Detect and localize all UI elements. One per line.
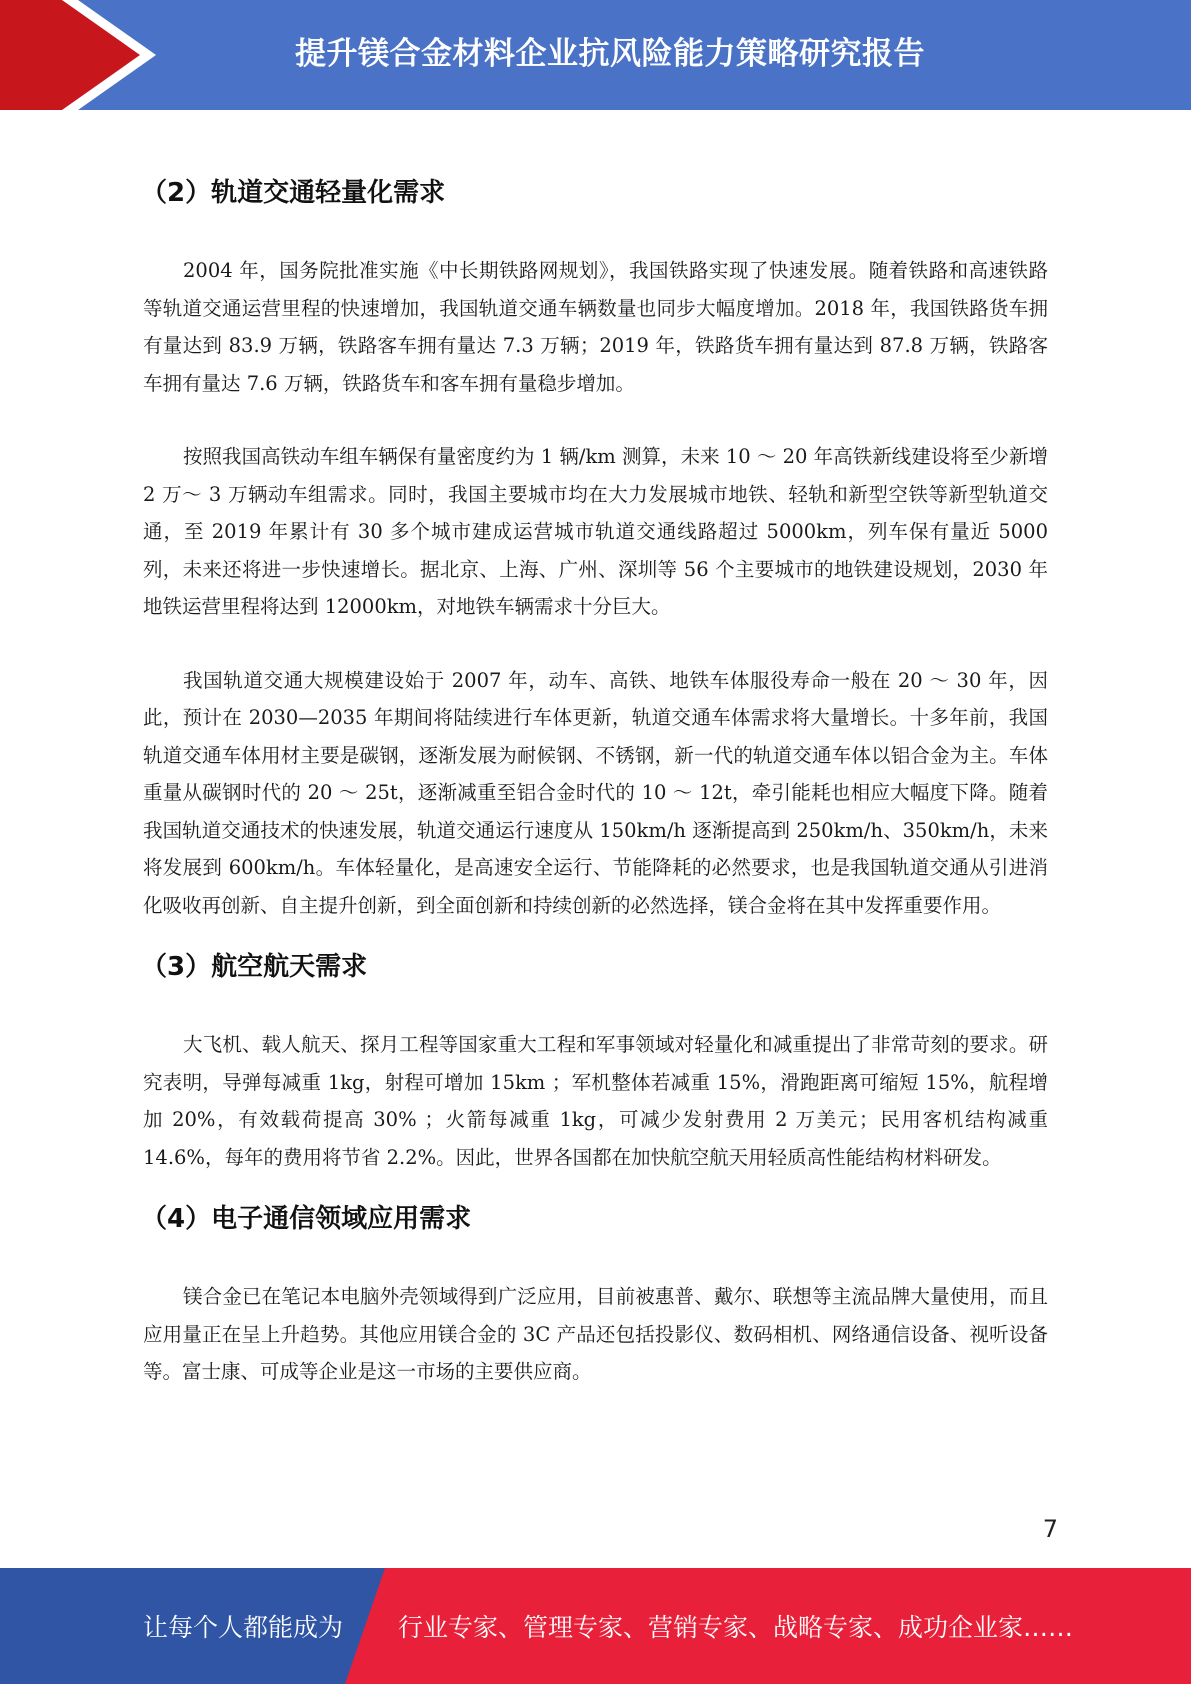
- footer-slogan-right: 行业专家、管理专家、营销专家、战略专家、成功企业家……: [398, 1613, 1074, 1642]
- page-header: [0, 0, 1191, 110]
- paragraph: 2004 年，国务院批准实施《中长期铁路网规划》，我国铁路实现了快速发展。随着铁路和高速铁路等轨道交通运营里程的快速增加，我国轨道交通车辆数量也同步大幅度增加。2018 年，我国铁路货车拥有量达到 83.9 万辆，铁路客车拥有量达 7.3 万辆；2019 年，铁路货车拥有量达到 87.8 万辆，铁路客车拥有量达 7.6 万辆，铁路货车和客车拥有量稳步增加。: [143, 259, 1048, 395]
- paragraph: 我国轨道交通大规模建设始于 2007 年，动车、高铁、地铁车体服役寿命一般在 20 ～ 30 年，因此，预计在 2030—2035 年期间将陆续进行车体更新，轨道交通车体需求将大量增长。十多年前，我国轨道交通车体用材主要是碳钢，逐渐发展为耐候钢、不锈钢，新一代的轨道交通车体以铝合金为主。车体重量从碳钢时代的 20 ～ 25t，逐渐减重至铝合金时代的 10 ～ 12t，牵引能耗也相应大幅度下降。随着我国轨道交通技术的快速发展，轨道交通运行速度从 150km/h 逐渐提高到 250km/h、350km/h，未来将发展到 600km/h。车体轻量化，是高速安全运行、节能降耗的必然要求，也是我国轨道交通从引进消化吸收再创新、自主提升创新，到全面创新和持续创新的必然选择，镁合金将在其中发挥重要作用。: [143, 668, 1048, 917]
- page-footer: [0, 1568, 1191, 1684]
- paragraph: 大飞机、载人航天、探月工程等国家重大工程和军事领域对轻量化和减重提出了非常苛刻的要求。研究表明，导弹每减重 1kg，射程可增加 15km ；军机整体若减重 15%，滑跑距离可缩短 15%，航程增加 20%，有效载荷提高 30% ；火箭每减重 1kg，可减少发射费用 2 万美元；民用客机结构减重 14.6%，每年的费用将节省 2.2%。因此，世界各国都在加快航空航天用轻质高性能结构材料研发。: [143, 1033, 1048, 1169]
- section-heading-rail: （2）轨道交通轻量化需求: [141, 178, 446, 208]
- report-title: 提升镁合金材料企业抗风险能力策略研究报告: [295, 35, 925, 72]
- document-body: [143, 150, 1048, 1391]
- section-heading-electronics: （4）电子通信领域应用需求: [141, 1204, 472, 1234]
- paragraph: 镁合金已在笔记本电脑外壳领域得到广泛应用，目前被惠普、戴尔、联想等主流品牌大量使用，而且应用量正在呈上升趋势。其他应用镁合金的 3C 产品还包括投影仪、数码相机、网络通信设备、视听设备等。富士康、可成等企业是这一市场的主要供应商。: [143, 1285, 1048, 1383]
- page-number: 7: [1042, 1515, 1058, 1543]
- footer-slogan-left: 让每个人都能成为: [143, 1613, 344, 1642]
- paragraph: 按照我国高铁动车组车辆保有量密度约为 1 辆/km 测算，未来 10 ～ 20 年高铁新线建设将至少新增 2 万～ 3 万辆动车组需求。同时，我国主要城市均在大力发展城市地铁、轻轨和新型空铁等新型轨道交通，至 2019 年累计有 30 多个城市建成运营城市轨道交通线路超过 5000km，列车保有量近 5000 列，未来还将进一步快速增长。据北京、上海、广州、深圳等 56 个主要城市的地铁建设规划，2030 年地铁运营里程将达到 12000km，对地铁车辆需求十分巨大。: [143, 445, 1048, 618]
- section-heading-aerospace: （3）航空航天需求: [141, 952, 368, 982]
